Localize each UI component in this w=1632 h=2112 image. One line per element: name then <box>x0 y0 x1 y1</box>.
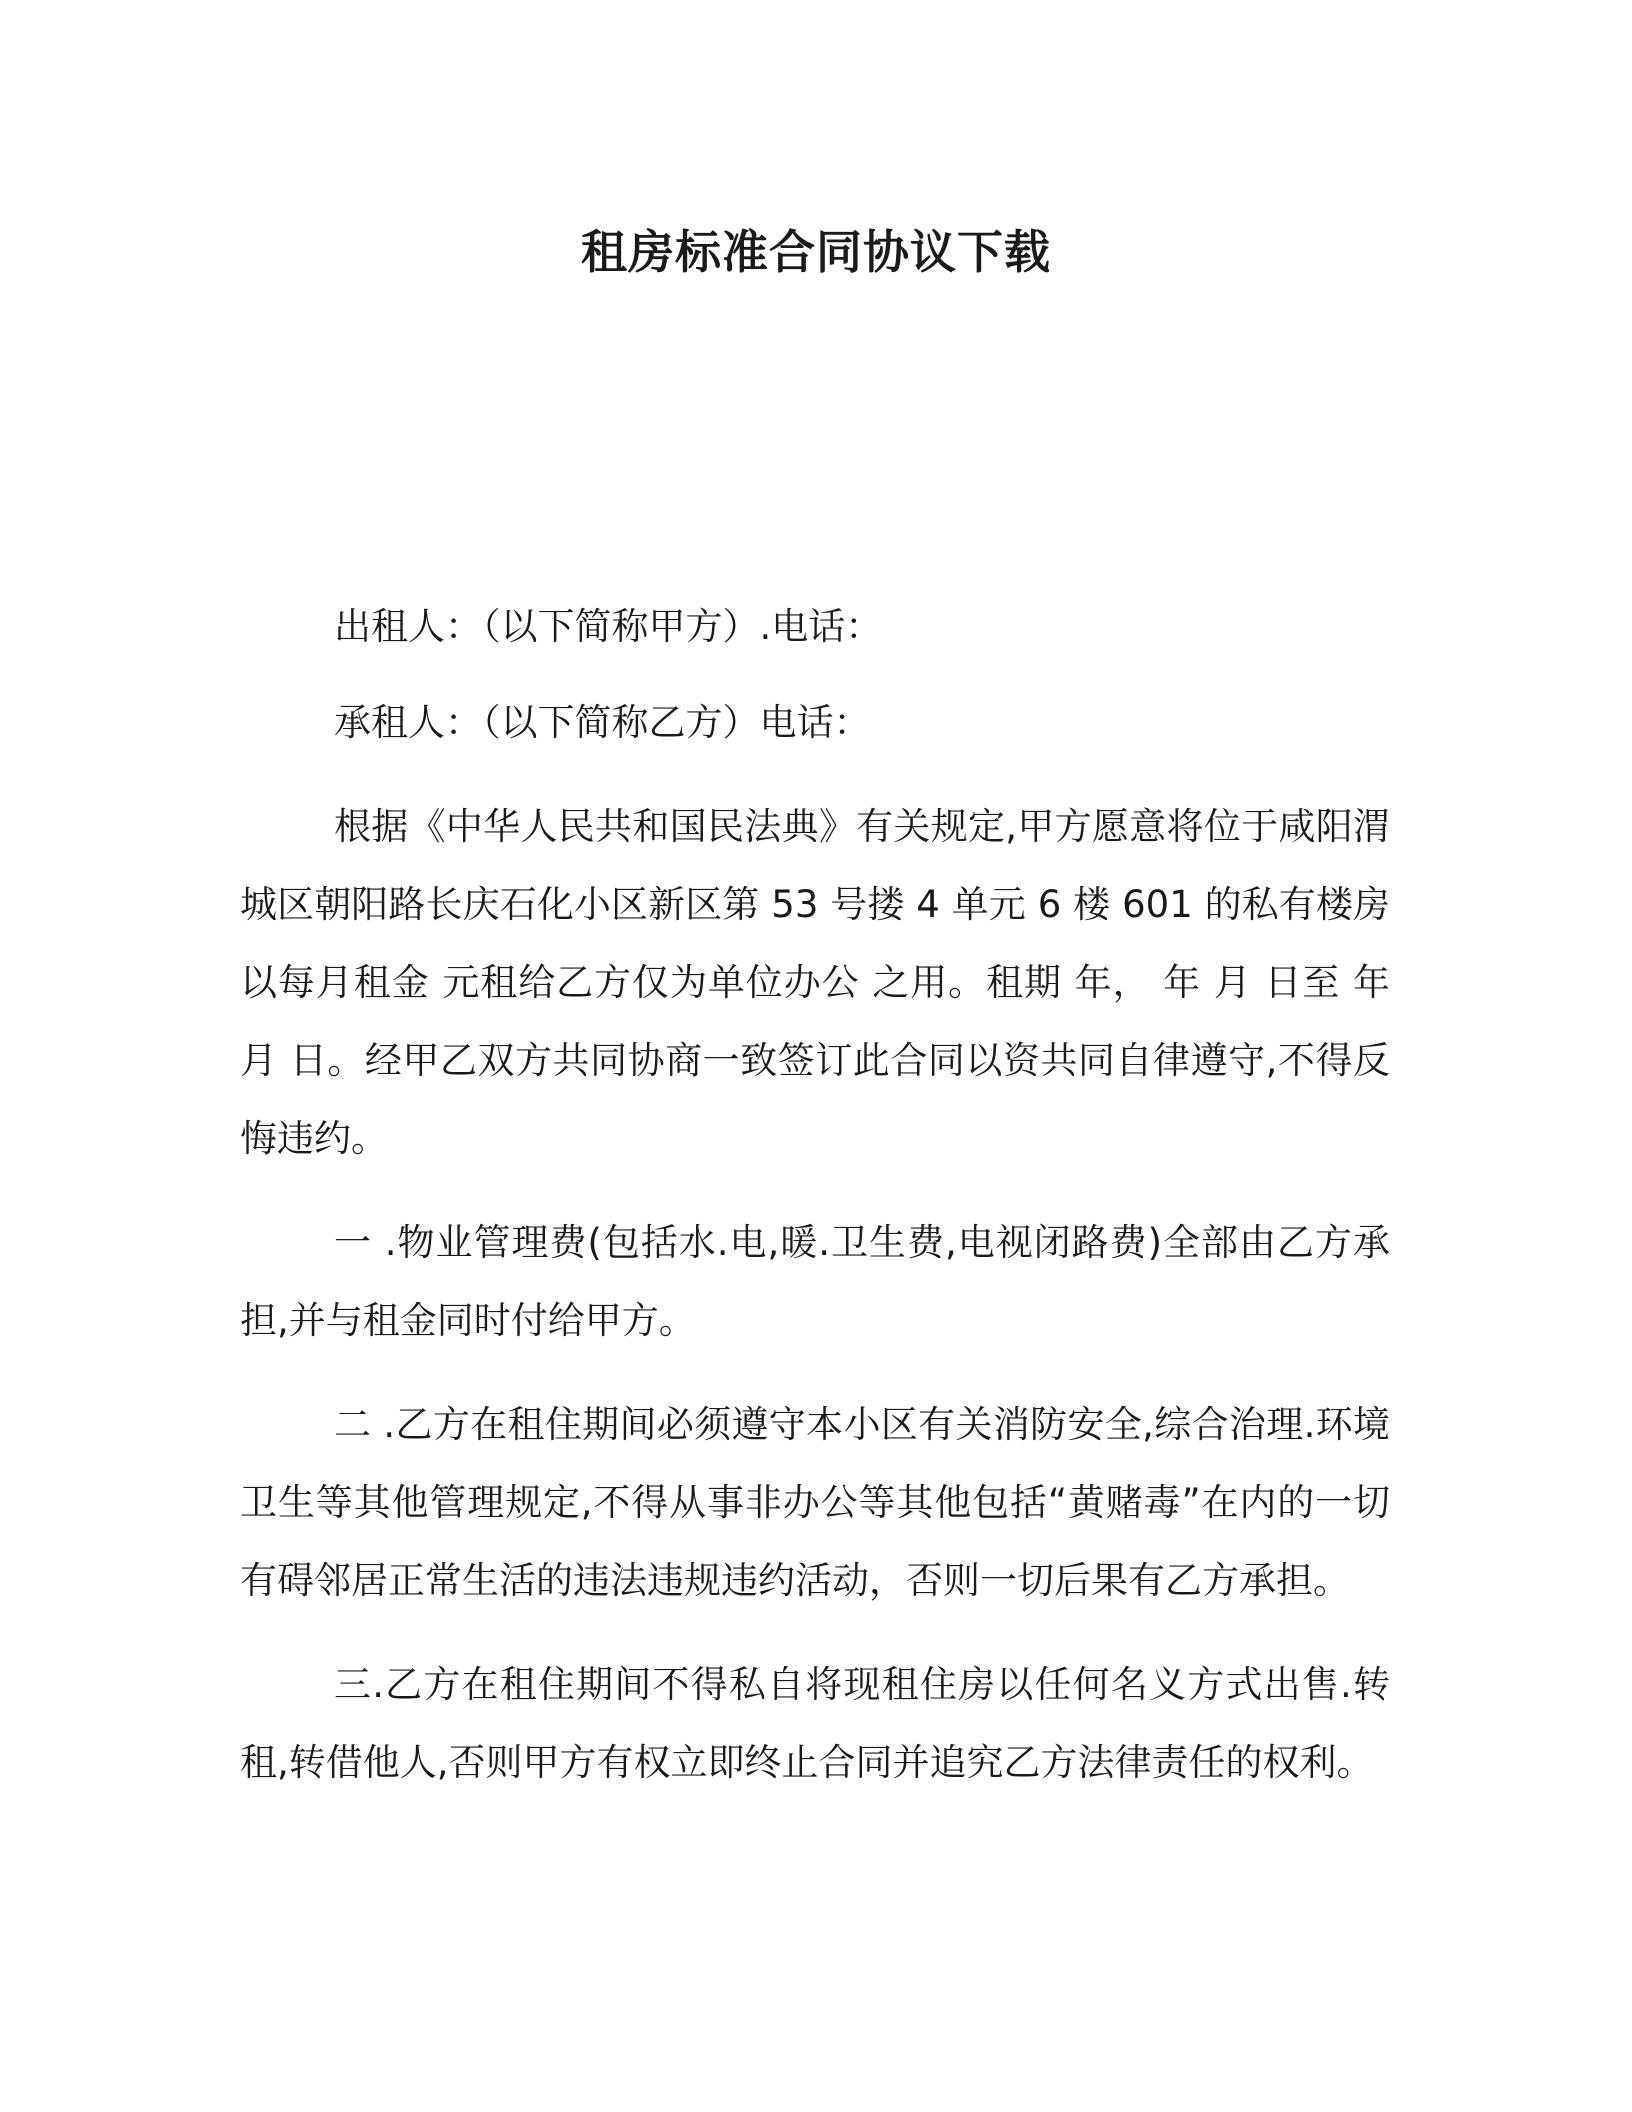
lessor-line: 出租人：（以下简称甲方）.电话： <box>334 605 883 648</box>
clause-2: 二 .乙方在租住期间必须遵守本小区有关消防安全,综合治理.环境卫生等其他管理规定,不得从事非办公等其他包括“黄赌毒”在内的一切有碍邻居正常生活的违法违规违约活动，否则一切后果有乙方承担。 <box>240 1403 1390 1602</box>
lessee-line: 承租人：（以下简称乙方）电话： <box>334 701 871 744</box>
document-title: 租房标准合同协议下载 <box>581 225 1051 279</box>
preamble-paragraph: 根据《中华人民共和国民法典》有关规定,甲方愿意将位于咸阳渭城区朝阳路长庆石化小区新区第 53 号搂 4 单元 6 楼 601 的私有楼房以每月租金 元租给乙方仅为单位办公 之用。租期 年， 年 月 日至 年月 日。经甲乙双方共同协商一致签订此合同以资共同自律遵守,不得反悔违约。 <box>240 805 1390 1160</box>
clause-1: 一 .物业管理费(包括水.电,暖.卫生费,电视闭路费)全部由乙方承担,并与租金同时付给甲方。 <box>240 1221 1390 1342</box>
clause-3: 三.乙方在租住期间不得私自将现租住房以任何名义方式出售.转租,转借他人,否则甲方有权立即终止合同并追究乙方法律责任的权利。 <box>240 1663 1390 1784</box>
